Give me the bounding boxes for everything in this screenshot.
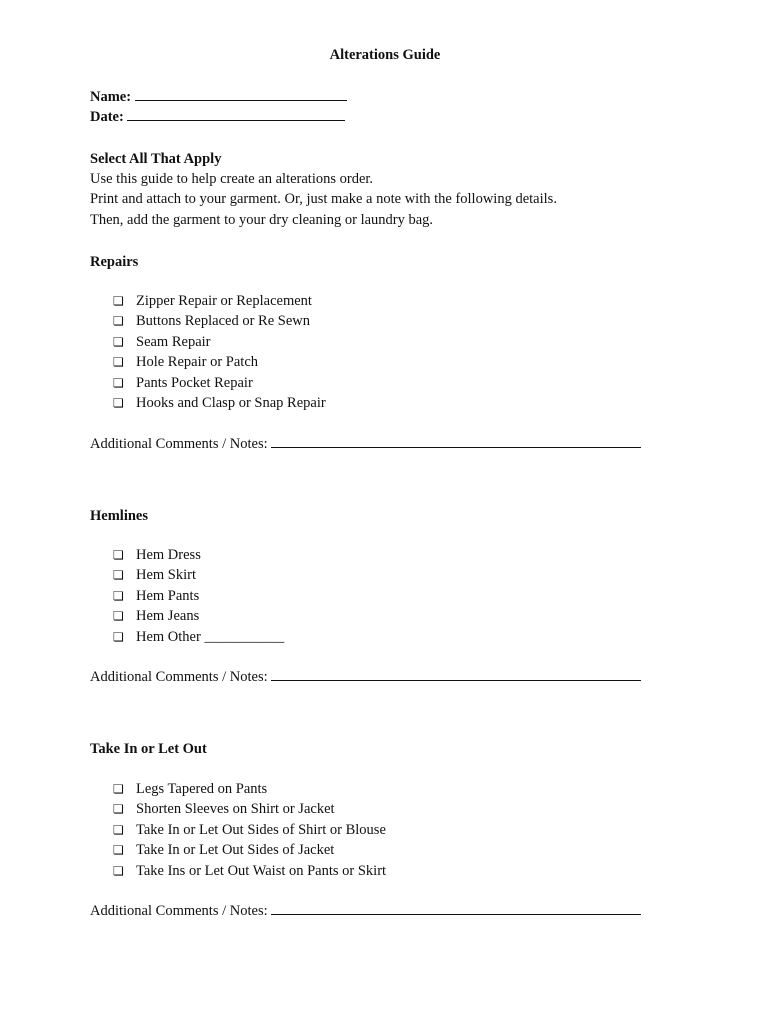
- name-label: Name:: [90, 89, 132, 105]
- checklist-item[interactable]: [113, 292, 312, 310]
- item-label: Take In or Let Out Sides of Jacket: [136, 842, 335, 858]
- checkbox-icon[interactable]: ❏: [113, 568, 124, 582]
- item-label: Zipper Repair or Replacement: [136, 293, 312, 309]
- checkbox-icon[interactable]: ❏: [113, 376, 124, 390]
- section-heading-take-in: Take In or Let Out: [90, 741, 207, 757]
- item-label: Hole Repair or Patch: [136, 354, 259, 370]
- checkbox-icon[interactable]: ❏: [113, 802, 124, 816]
- name-blank[interactable]: [135, 88, 347, 101]
- intro-line-3: Then, add the garment to your dry cleaning or laundry bag.: [90, 212, 434, 228]
- notes-blank[interactable]: [271, 668, 641, 681]
- item-label: Legs Tapered on Pants: [136, 781, 268, 797]
- checklist-item[interactable]: [113, 566, 196, 584]
- notes-repairs: [90, 435, 641, 453]
- item-label: Pants Pocket Repair: [136, 375, 253, 391]
- checkbox-icon[interactable]: ❏: [113, 396, 124, 410]
- item-label: Take In or Let Out Sides of Shirt or Blouse: [136, 822, 386, 838]
- item-label: Buttons Replaced or Re Sewn: [136, 313, 310, 329]
- checkbox-icon[interactable]: ❏: [113, 609, 124, 623]
- item-label: Hooks and Clasp or Snap Repair: [136, 395, 326, 411]
- checkbox-icon[interactable]: ❏: [113, 782, 124, 796]
- notes-blank[interactable]: [271, 435, 641, 448]
- section-heading-repairs: Repairs: [90, 254, 139, 270]
- section-heading-hemlines: Hemlines: [90, 508, 148, 524]
- checklist-item[interactable]: [113, 374, 253, 392]
- item-label: Seam Repair: [136, 334, 211, 350]
- date-blank[interactable]: [127, 108, 345, 121]
- checklist-item[interactable]: [113, 628, 284, 646]
- checkbox-icon[interactable]: ❏: [113, 630, 124, 644]
- notes-take-in: [90, 902, 641, 920]
- checklist-item[interactable]: [113, 821, 386, 839]
- checkbox-icon[interactable]: ❏: [113, 355, 124, 369]
- intro-heading: Select All That Apply: [90, 151, 222, 167]
- item-label: Shorten Sleeves on Shirt or Jacket: [136, 801, 335, 817]
- item-label: Take Ins or Let Out Waist on Pants or Skirt: [136, 863, 387, 879]
- checklist-item[interactable]: [113, 546, 201, 564]
- notes-label: Additional Comments / Notes:: [90, 903, 268, 919]
- page-title: Alterations Guide: [329, 47, 441, 63]
- intro-line-2: Print and attach to your garment. Or, just make a note with the following details.: [90, 191, 557, 207]
- checklist-item[interactable]: [113, 862, 386, 880]
- checklist-item[interactable]: [113, 800, 335, 818]
- checkbox-icon[interactable]: ❏: [113, 314, 124, 328]
- notes-label: Additional Comments / Notes:: [90, 669, 268, 685]
- checklist-item[interactable]: [113, 607, 199, 625]
- checklist-item[interactable]: [113, 841, 334, 859]
- checklist-item[interactable]: [113, 312, 310, 330]
- checklist-item[interactable]: [113, 353, 258, 371]
- checkbox-icon[interactable]: ❏: [113, 864, 124, 878]
- checkbox-icon[interactable]: ❏: [113, 589, 124, 603]
- intro-line-1: Use this guide to help create an alterations order.: [90, 171, 374, 187]
- checkbox-icon[interactable]: ❏: [113, 843, 124, 857]
- notes-label: Additional Comments / Notes:: [90, 436, 268, 452]
- checklist-item[interactable]: [113, 587, 199, 605]
- checklist-item[interactable]: [113, 333, 211, 351]
- item-label: Hem Skirt: [136, 567, 197, 583]
- checklist-item[interactable]: [113, 780, 267, 798]
- checkbox-icon[interactable]: ❏: [113, 294, 124, 308]
- checkbox-icon[interactable]: ❏: [113, 823, 124, 837]
- checkbox-icon[interactable]: ❏: [113, 335, 124, 349]
- name-field: [90, 88, 347, 106]
- item-label: Hem Pants: [136, 588, 200, 604]
- item-label: Hem Jeans: [136, 608, 200, 624]
- date-label: Date:: [90, 109, 124, 125]
- checkbox-icon[interactable]: ❏: [113, 548, 124, 562]
- item-label: Hem Other ___________: [136, 629, 285, 645]
- notes-blank[interactable]: [271, 902, 641, 915]
- notes-hemlines: [90, 668, 641, 686]
- date-field: [90, 108, 345, 126]
- item-label: Hem Dress: [136, 547, 201, 563]
- checklist-item[interactable]: [113, 394, 326, 412]
